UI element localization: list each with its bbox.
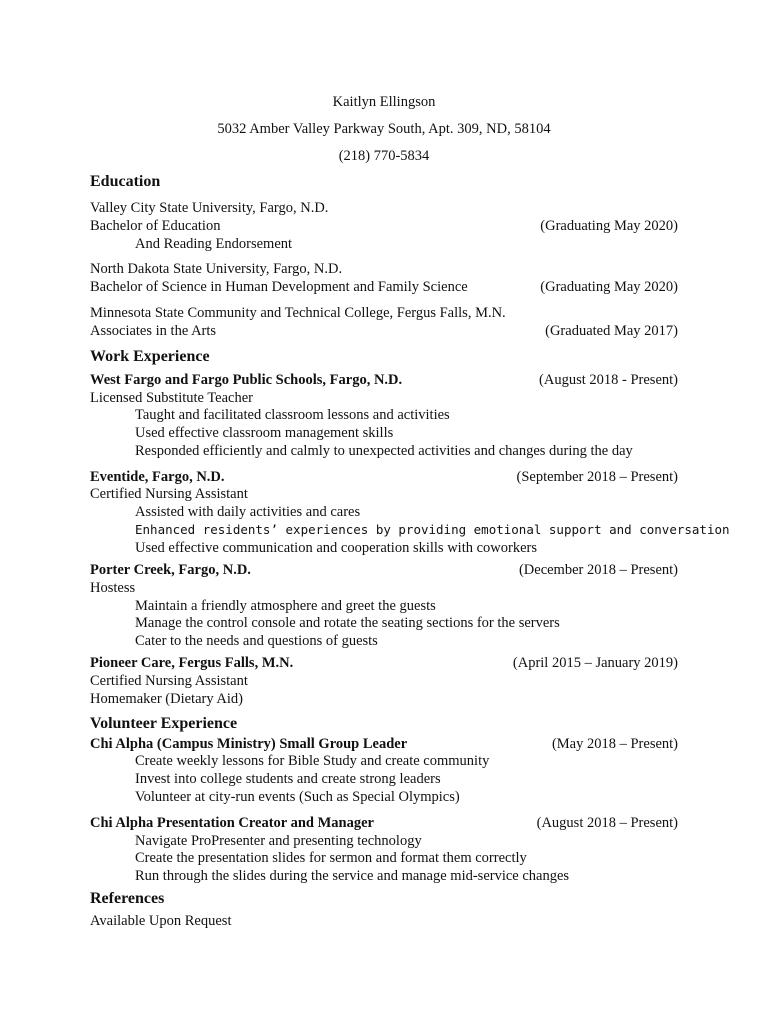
references-heading: References [90,890,165,907]
job-employer: Porter Creek, Fargo, N.D. [90,562,251,578]
education-note: And Reading Endorsement [135,236,293,252]
candidate-phone: (218) 770-5834 [338,148,430,164]
job-employer: Pioneer Care, Fergus Falls, M.N. [90,655,294,671]
education-school: North Dakota State University, Fargo, N.D. [90,261,343,277]
education-date: (Graduating May 2020) [540,279,678,295]
references-text: Available Upon Request [90,913,232,929]
resume-page [90,0,730,1024]
education-school: Minnesota State Community and Technical College, Fergus Falls, M.N. [90,305,506,321]
job-duty: Cater to the needs and questions of guests [135,633,378,649]
volunteer-role: Chi Alpha (Campus Ministry) Small Group Leader [90,736,408,752]
job-title: Homemaker (Dietary Aid) [90,691,244,707]
volunteer-duty: Navigate ProPresenter and presenting technology [135,833,422,849]
job-duty: Responded efficiently and calmly to unexpected activities and changes during the day [135,443,633,459]
education-degree: Bachelor of Education [90,218,221,234]
job-title: Hostess [90,580,136,596]
job-header [90,371,678,389]
job-date: (August 2018 - Present) [539,372,678,388]
job-header [90,468,678,486]
job-title: Certified Nursing Assistant [90,673,248,689]
job-employer: West Fargo and Fargo Public Schools, Fargo, N.D. [90,372,403,388]
job-duty: Used effective classroom management skills [135,425,394,441]
candidate-address: 5032 Amber Valley Parkway South, Apt. 309, ND, 58104 [217,121,551,137]
job-date: (September 2018 – Present) [516,469,678,485]
education-entry [90,322,678,340]
volunteer-duty: Volunteer at city-run events (Such as Special Olympics) [135,789,460,805]
volunteer-duty: Run through the slides during the service and manage mid-service changes [135,868,570,884]
volunteer-date: (August 2018 – Present) [536,815,678,831]
volunteer-date: (May 2018 – Present) [551,736,678,752]
job-duty: Maintain a friendly atmosphere and greet the guests [135,598,436,614]
job-header [90,561,678,579]
candidate-name: Kaitlyn Ellingson [332,94,436,110]
job-date: (April 2015 – January 2019) [512,655,678,671]
volunteer-heading: Volunteer Experience [90,715,238,732]
job-title: Licensed Substitute Teacher [90,390,253,406]
education-entry [90,278,678,296]
job-employer: Eventide, Fargo, N.D. [90,469,225,485]
job-date: (December 2018 – Present) [518,562,678,578]
volunteer-duty: Invest into college students and create strong leaders [135,771,441,787]
education-date: (Graduated May 2017) [545,323,678,339]
job-header [90,654,678,672]
education-degree: Bachelor of Science in Human Development and Family Science [90,279,468,295]
job-duty: Taught and facilitated classroom lessons and activities [135,407,450,423]
education-school: Valley City State University, Fargo, N.D. [90,200,329,216]
volunteer-duty: Create the presentation slides for sermon and format them correctly [135,850,527,866]
volunteer-header [90,814,678,832]
education-date: (Graduating May 2020) [540,218,678,234]
volunteer-role: Chi Alpha Presentation Creator and Manager [90,815,374,831]
job-duty: Used effective communication and cooperation skills with coworkers [135,540,537,556]
work-heading: Work Experience [90,348,210,365]
job-duty: Manage the control console and rotate the seating sections for the servers [135,615,560,631]
job-duty: Enhanced residents’ experiences by providing emotional support and conversation [135,522,730,537]
volunteer-duty: Create weekly lessons for Bible Study and create community [135,753,490,769]
education-entry [90,217,678,235]
education-heading: Education [90,173,161,190]
job-title: Certified Nursing Assistant [90,486,248,502]
education-degree: Associates in the Arts [90,323,217,339]
volunteer-header [90,735,678,753]
job-duty: Assisted with daily activities and cares [135,504,361,520]
